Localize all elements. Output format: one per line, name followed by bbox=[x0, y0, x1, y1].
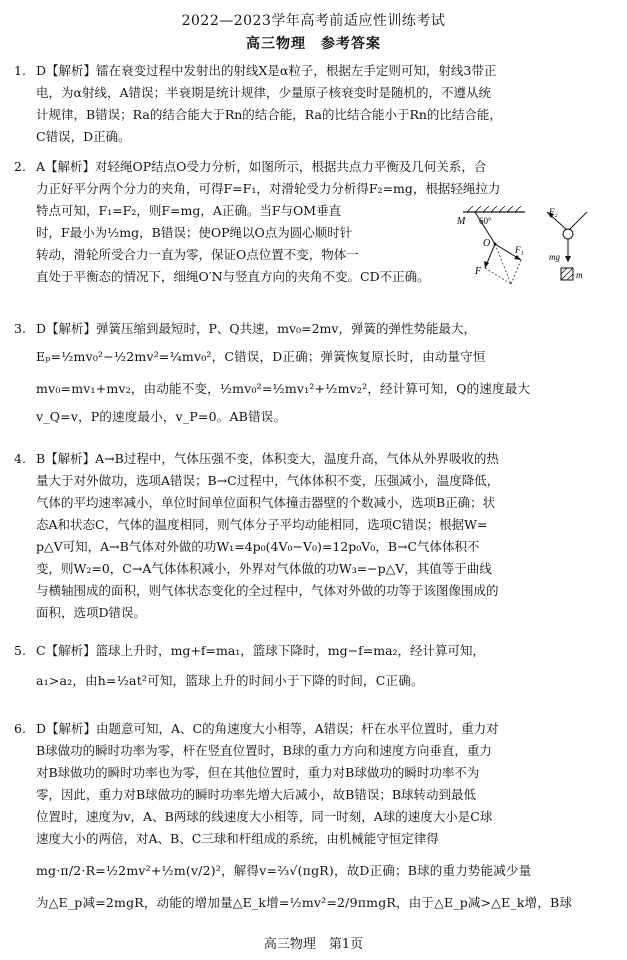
item-line: 气体的平均速率减小，单位时间单位面积气体撞击器壁的个数减小，选项B正确；状 bbox=[36, 495, 496, 510]
item-line: D【解析】由题意可知，A、C的角速度大小相等，A错误；杆在水平位置时，重力对 bbox=[36, 721, 499, 736]
force-diagram bbox=[455, 204, 620, 294]
item-line: 力正好平分两个分力的夹角，可得F=F₁，对滑轮受力分析得F₂=mg，根据轻绳拉力 bbox=[36, 181, 501, 196]
label-F2: F₂ bbox=[549, 207, 558, 217]
page-subtitle: 高三物理 参考答案 bbox=[246, 36, 381, 52]
exam-title: 2022—2023学年高考前适应性训练考试 bbox=[181, 13, 446, 29]
item-line: 为△E_p减=2mgR，动能的增加量△E_k增=½mv²=2/9πmgR，由于△E_p减>△E_k增，B球 bbox=[36, 895, 573, 910]
answer-item-5 bbox=[14, 640, 616, 692]
item-number: 6. bbox=[14, 721, 26, 736]
label-M: M bbox=[457, 216, 466, 227]
answer-item-4 bbox=[14, 448, 616, 624]
item-line: Eₚ=½mv₀²−½2mv²=¼mv₀²，C错误，D正确；弹簧恢复原长时，由动量守恒 bbox=[36, 349, 486, 364]
item-line: mg·π/2·R=½2mv²+½m(v/2)²，解得v=⅔√(πgR)，故D正确；B球的重力势能减少量 bbox=[36, 863, 532, 878]
item-line: 位置时，速度为v，A、B两球的线速度大小相等，同一时刻，A球的速度大小是C球 bbox=[36, 809, 493, 824]
item-line: C错误，D正确。 bbox=[36, 129, 131, 144]
label-mg: mg bbox=[549, 252, 560, 262]
item-line: 时，F最小为½mg，B错误；使OP绳以O点为圆心顺时针 bbox=[36, 225, 353, 240]
item-number: 1. bbox=[14, 63, 26, 78]
page-footer: 高三物理 第1页 bbox=[263, 937, 364, 952]
item-number: 3. bbox=[14, 321, 26, 336]
label-F: F bbox=[475, 266, 482, 277]
answer-item-6 bbox=[14, 718, 616, 914]
label-m: m bbox=[576, 270, 583, 280]
label-O: O bbox=[483, 238, 491, 249]
answer-item-3 bbox=[14, 318, 616, 428]
item-line: 速度大小的两倍，对A、B、C三球和杆组成的系统，由机械能守恒定律得 bbox=[36, 831, 439, 846]
item-line: D【解析】镭在衰变过程中发射出的射线X是α粒子，根据左手定则可知，射线3带正 bbox=[36, 63, 497, 78]
item-line: v_Q=v，P的速度最小，v_P=0。AB错误。 bbox=[36, 409, 287, 424]
item-line: 直处于平衡态的情况下，细绳O′N与竖直方向的夹角不变。CD不正确。 bbox=[36, 269, 430, 284]
item-line: 转动，滑轮所受合力一直为零，保证O点位置不变，物体一 bbox=[36, 247, 359, 262]
item-number: 2. bbox=[14, 159, 26, 174]
label-angle: 60° bbox=[479, 216, 492, 226]
item-line: B球做功的瞬时功率为零，杆在竖直位置时，B球的重力方向和速度方向垂直，重力 bbox=[36, 743, 492, 758]
item-line: A【解析】对轻绳OP结点O受力分析，如图所示，根据共点力平衡及几何关系，合 bbox=[36, 159, 487, 174]
item-line: a₁>a₂，由h=½at²可知，篮球上升的时间小于下降的时间，C正确。 bbox=[36, 673, 424, 688]
label-F1: F₁ bbox=[515, 245, 524, 255]
item-number: 5. bbox=[14, 643, 26, 658]
item-line: 电，为α射线，A错误；半衰期是统计规律，少量原子核衰变时是随机的，不遵从统 bbox=[36, 85, 491, 100]
item-line: 态A和状态C，气体的温度相同，则气体分子平均动能相同，选项C错误；根据W= bbox=[36, 517, 488, 532]
item-line: D【解析】弹簧压缩到最短时，P、Q共速，mv₀=2mv，弹簧的弹性势能最大， bbox=[36, 321, 476, 336]
item-line: 面积，选项D错误。 bbox=[36, 605, 147, 620]
item-line: p△V可知，A→B气体对外做的功W₁=4p₀(4V₀−V₀)=12p₀V₀，B→C气体体积不 bbox=[36, 539, 480, 554]
item-number: 4. bbox=[14, 451, 26, 466]
item-line: 变，则W₂=0，C→A气体体积减小，外界对气体做的功W₃=−p△V，其值等于曲线 bbox=[36, 561, 492, 576]
item-line: 对B球做功的瞬时功率也为零，但在其他位置时，重力对B球做功的瞬时功率不为 bbox=[36, 765, 480, 780]
item-line: mv₀=mv₁+mv₂，由动能不变，½mv₀²=½mv₁²+½mv₂²，经计算可知，Q的速度最大 bbox=[36, 381, 531, 396]
item-line: 计规律，B错误；Ra的结合能大于Rn的结合能，Ra的比结合能小于Rn的比结合能， bbox=[36, 107, 502, 122]
item-line: 零，因此，重力对B球做功的瞬时功率先增大后减小，故B错误；B球转动到最低 bbox=[36, 787, 477, 802]
item-line: 与横轴围成的面积，则气体状态变化的全过程中，气体对外做的功等于该图像围成的 bbox=[36, 583, 499, 598]
item-line: B【解析】A→B过程中，气体压强不变，体积变大，温度升高，气体从外界吸收的热 bbox=[36, 451, 499, 466]
item-line: 特点可知，F₁=F₂，则F=mg，A正确。当F与OM垂直 bbox=[36, 203, 342, 218]
answer-item-1 bbox=[14, 60, 616, 148]
item-line: C【解析】篮球上升时，mg+f=ma₁，篮球下降时，mg−f=ma₂，经计算可知， bbox=[36, 643, 486, 658]
item-line: 量大于对外做功，选项A错误；B→C过程中，气体体积不变，压强减小，温度降低， bbox=[36, 473, 500, 488]
